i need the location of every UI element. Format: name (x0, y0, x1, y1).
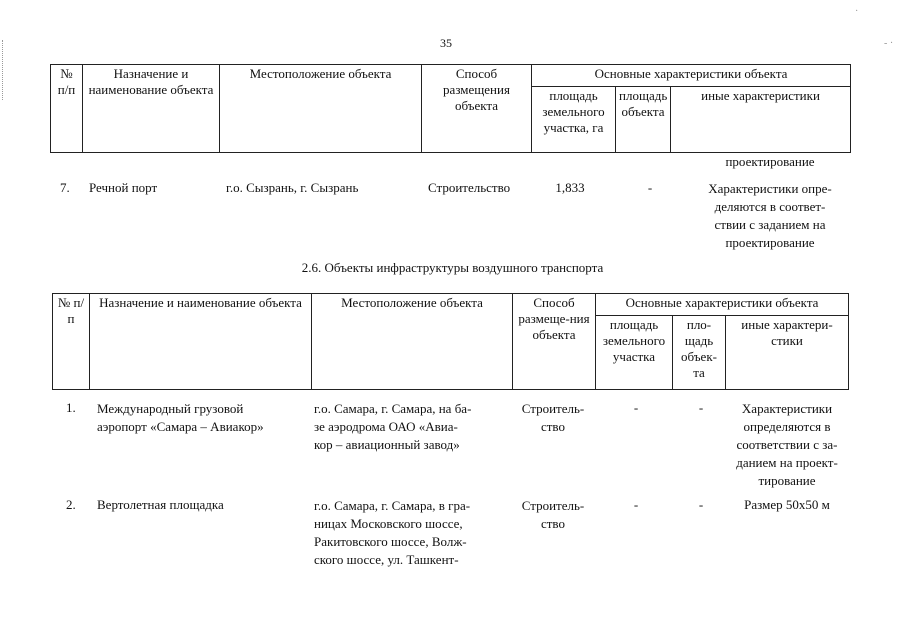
row-object-area: - (698, 497, 704, 512)
scan-speck: · (855, 6, 859, 17)
row-location: г.о. Самара, г. Самара, на ба- зе аэродрома ОАО «Авиа- кор – авиационный завод» (314, 401, 472, 452)
row-name: Международный грузовой аэропорт «Самара – Авиакор» (97, 401, 264, 434)
header-name: Назначение и наименование объекта (83, 65, 220, 153)
header-method: Способ размещения объекта (422, 65, 532, 153)
header-object-area: пло-щадь объек-та (673, 316, 726, 390)
row-land-area: 1,833 (555, 180, 585, 195)
header-location: Местоположение объекта (312, 294, 513, 390)
row-name: Речной порт (89, 180, 158, 195)
table-air-transport-header (52, 293, 849, 390)
row-object-area: - (698, 400, 704, 415)
header-object-area: площадь объекта (616, 87, 671, 153)
header-method: Способ размеще-ния объекта (513, 294, 596, 390)
row-method: Строитель- ство (521, 401, 585, 434)
header-other: иные характери-стики (726, 316, 849, 390)
section-title: 2.6. Объекты инфраструктуры воздушного транспорта (301, 260, 604, 275)
header-land-area: площадь земельного участка, га (532, 87, 616, 153)
table-road-water-header (50, 64, 851, 153)
row-num: 2. (66, 497, 76, 512)
row-num: 1. (66, 400, 76, 415)
row-location: г.о. Сызрань, г. Сызрань (226, 180, 359, 195)
row-num: 7. (60, 180, 70, 195)
row-land-area: - (633, 400, 639, 415)
continuation-text: проектирование (725, 154, 815, 169)
header-main-characteristics: Основные характеристики объекта (596, 294, 849, 316)
row-name: Вертолетная площадка (97, 497, 224, 512)
header-num: № п/п (53, 294, 90, 390)
row-other: Характеристики опре- деляются в соответ- ствии с заданием на проектирование (708, 181, 832, 250)
header-main-characteristics: Основные характеристики объекта (532, 65, 851, 87)
header-location: Местоположение объекта (220, 65, 422, 153)
row-other: Характеристики определяются в соответствии с за- данием на проект- тирование (736, 401, 838, 488)
header-other: иные характеристики (671, 87, 851, 153)
page-number: 35 (440, 36, 452, 50)
row-method: Строитель- ство (521, 498, 585, 531)
header-num: № п/п (51, 65, 83, 153)
row-location: г.о. Самара, г. Самара, в гра- ницах Московского шоссе, Ракитовского шоссе, Волж- ского шоссе, ул. Ташкент- (314, 498, 471, 567)
row-method: Строительство (428, 180, 511, 195)
scan-edge-mark (2, 40, 9, 100)
scan-speck: - · (884, 38, 894, 49)
header-land-area: площадь земельного участка (596, 316, 673, 390)
row-other: Размер 50х50 м (744, 497, 830, 512)
row-land-area: - (633, 497, 639, 512)
row-object-area: - (647, 180, 653, 195)
header-name: Назначение и наименование объекта (90, 294, 312, 390)
